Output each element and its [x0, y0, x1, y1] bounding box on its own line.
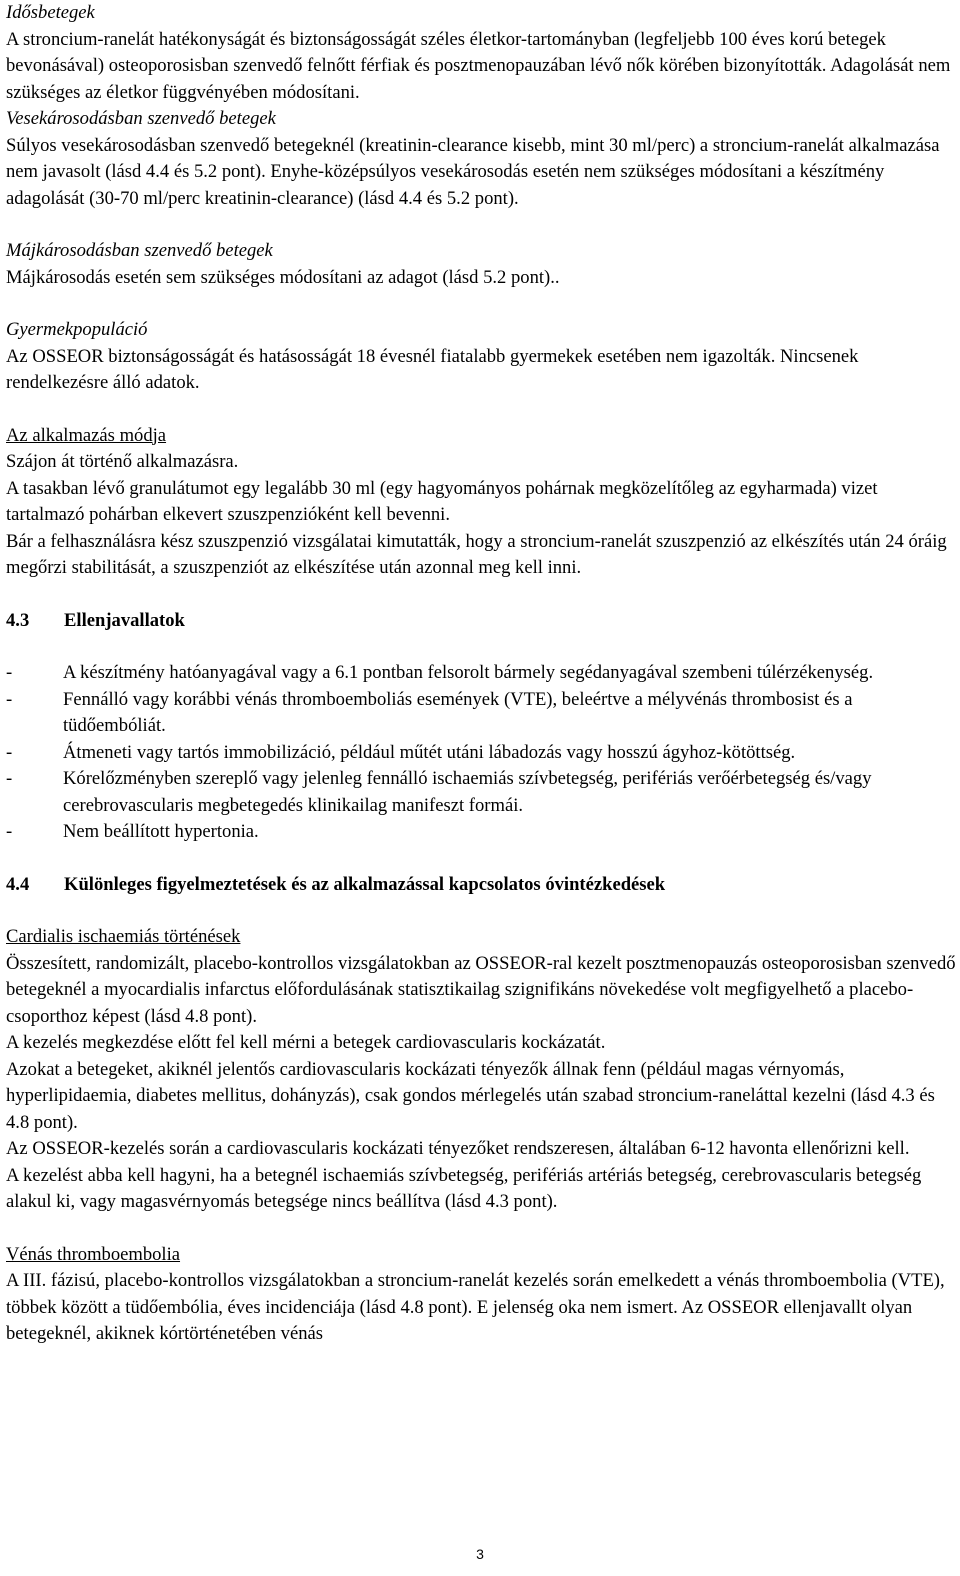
cardiac-line: Azokat a betegeket, akiknél jelentős cardiovascularis kockázati tényezők állnak fenn (például magas vérnyomás, hyperlipidaemia, diabetes mellitus, dohányzás), csak gondos mérlegelés után szabad stroncium-raneláttal kezelni (lásd 4.3 és 4.8 pont). — [6, 1058, 935, 1133]
pediatric-paragraph: Az OSSEOR biztonságosságát és hatásosságát 18 évesnél fiatalabb gyermekek esetében nem igazolták. Nincsenek rendelkezésre álló adatok. — [6, 345, 859, 393]
administration-line: Bár a felhasználásra kész szuszpenzió vizsgálatai kimutatták, hogy a stroncium-ranelát szuszpenzió az elkészítés után 24 óráig megőrzi stabilitását, a szuszpenziót az elkészítése után azonnal meg kell inni. — [6, 530, 947, 578]
section-title: Ellenjavallatok — [64, 609, 185, 631]
renal-paragraph: Súlyos vesekárosodásban szenvedő betegeknél (kreatinin-clearance kisebb, mint 30 ml/perc) a stroncium-ranelát alkalmazása nem javasolt (lásd 4.4 és 5.2 pont). Enyhe-középsúlyos vesekárosodás esetén nem szükséges módosítani a készítmény adagolását (30-70 ml/perc kreatinin-clearance) (lásd 4.4 és 5.2 pont). — [6, 134, 940, 209]
spacer — [6, 846, 956, 872]
contraindications-list — [6, 660, 956, 846]
bullet-dash: - — [6, 688, 13, 710]
administration-heading: Az alkalmazás módja — [6, 424, 167, 446]
cardiac-line: A kezelés megkezdése előtt fel kell mérni a betegek cardiovascularis kockázatát. — [6, 1032, 606, 1053]
spacer — [6, 634, 956, 660]
hepatic-paragraph: Májkárosodás esetén sem szükséges módosítani az adagot (lásd 5.2 pont).. — [6, 266, 560, 288]
page-number: 3 — [476, 1546, 484, 1562]
section-title: Különleges figyelmeztetések és az alkalmazással kapcsolatos óvintézkedések — [64, 873, 666, 895]
spacer — [6, 397, 956, 423]
document-page — [6, 0, 956, 1348]
administration-line: Szájon át történő alkalmazásra. — [6, 451, 239, 472]
spacer — [6, 212, 956, 238]
vte-heading: Vénás thromboembolia — [6, 1243, 181, 1265]
administration-line: A tasakban lévő granulátumot egy legalább 30 ml (egy hagyományos pohárnak megközelítőleg az egyharmada) vizet tartalmazó pohárban elkevert szuszpenzióként kell bevenni. — [6, 477, 878, 525]
cardiac-line: A kezelést abba kell hagyni, ha a betegnél ischaemiás szívbetegség, perifériás artériás betegség, cerebrovascularis betegség alakul ki, vagy magasvérnyomás betegsége nincs beállítva (lásd 4.3 pont). — [6, 1164, 922, 1212]
list-item — [6, 740, 956, 767]
list-item-text: Nem beállított hypertonia. — [63, 821, 259, 842]
list-item-text: A készítmény hatóanyagával vagy a 6.1 pontban felsorolt bármely segédanyagával szembeni túlérzékenység. — [63, 662, 874, 683]
spacer — [6, 898, 956, 924]
bullet-dash: - — [6, 662, 13, 683]
vte-paragraph: A III. fázisú, placebo-kontrollos vizsgálatokban a stroncium-ranelát kezelés során emelkedett a vénás thromboembolia (VTE), többek között a tüdőembólia, éves incidenciája (lásd 4.8 pont). E jelenség oka nem ismert. Az OSSEOR ellenjavallt olyan betegeknél, akiknek kórtörténetében vénás — [6, 1270, 945, 1344]
cardiac-line: Összesített, randomizált, placebo-kontrollos vizsgálatokban az OSSEOR-ral kezelt posztmenopauzás osteoporosisban szenvedő betegeknél a myocardialis infarctus előfordulásának statisztikailag szignifikáns növekedése volt megfigyelhető a placebo-csoporthoz képest (lásd 4.8 pont). — [6, 952, 956, 1027]
bullet-dash: - — [6, 741, 13, 763]
section-number: 4.3 — [6, 609, 30, 631]
list-item — [6, 819, 956, 846]
elderly-paragraph: A stroncium-ranelát hatékonyságát és biztonságosságát széles életkor-tartományban (legfeljebb 100 éves korú betegek bevonásával) osteoporosisban szenvedő felnőtt férfiak és posztmenopauzában lévő nők körében bizonyították. Adagolását nem szükséges az életkor függvényében módosítani. — [6, 28, 951, 103]
list-item — [6, 766, 956, 819]
spacer — [6, 291, 956, 317]
spacer — [6, 1216, 956, 1242]
list-item — [6, 660, 956, 687]
bullet-dash: - — [6, 821, 13, 842]
list-item-text: Fennálló vagy korábbi vénás thromboemboliás események (VTE), beleértve a mélyvénás thrombosist és a tüdőembóliát. — [63, 688, 853, 736]
section-4-3-heading — [6, 608, 956, 635]
renal-heading: Vesekárosodásban szenvedő betegek — [6, 108, 276, 129]
hepatic-heading: Májkárosodásban szenvedő betegek — [6, 240, 273, 261]
section-4-4-heading — [6, 872, 956, 899]
spacer — [6, 582, 956, 608]
elderly-heading: Idősbetegek — [6, 2, 95, 23]
list-item-text: Átmeneti vagy tartós immobilizáció, például műtét utáni lábadozás vagy hosszú ágyhoz-kötöttség. — [63, 741, 796, 763]
pediatric-heading: Gyermekpopuláció — [6, 319, 148, 340]
list-item-text: Kórelőzményben szereplő vagy jelenleg fennálló ischaemiás szívbetegség, perifériás verőérbetegség és/vagy cerebrovascularis megbetegedés klinikailag manifeszt formái. — [63, 768, 872, 816]
cardiac-line: Az OSSEOR-kezelés során a cardiovascularis kockázati tényezőket rendszeresen, általában 6-12 havonta ellenőrizni kell. — [6, 1138, 910, 1159]
section-number: 4.4 — [6, 873, 30, 895]
bullet-dash: - — [6, 768, 13, 789]
list-item — [6, 687, 956, 740]
cardiac-heading: Cardialis ischaemiás történések — [6, 926, 241, 947]
